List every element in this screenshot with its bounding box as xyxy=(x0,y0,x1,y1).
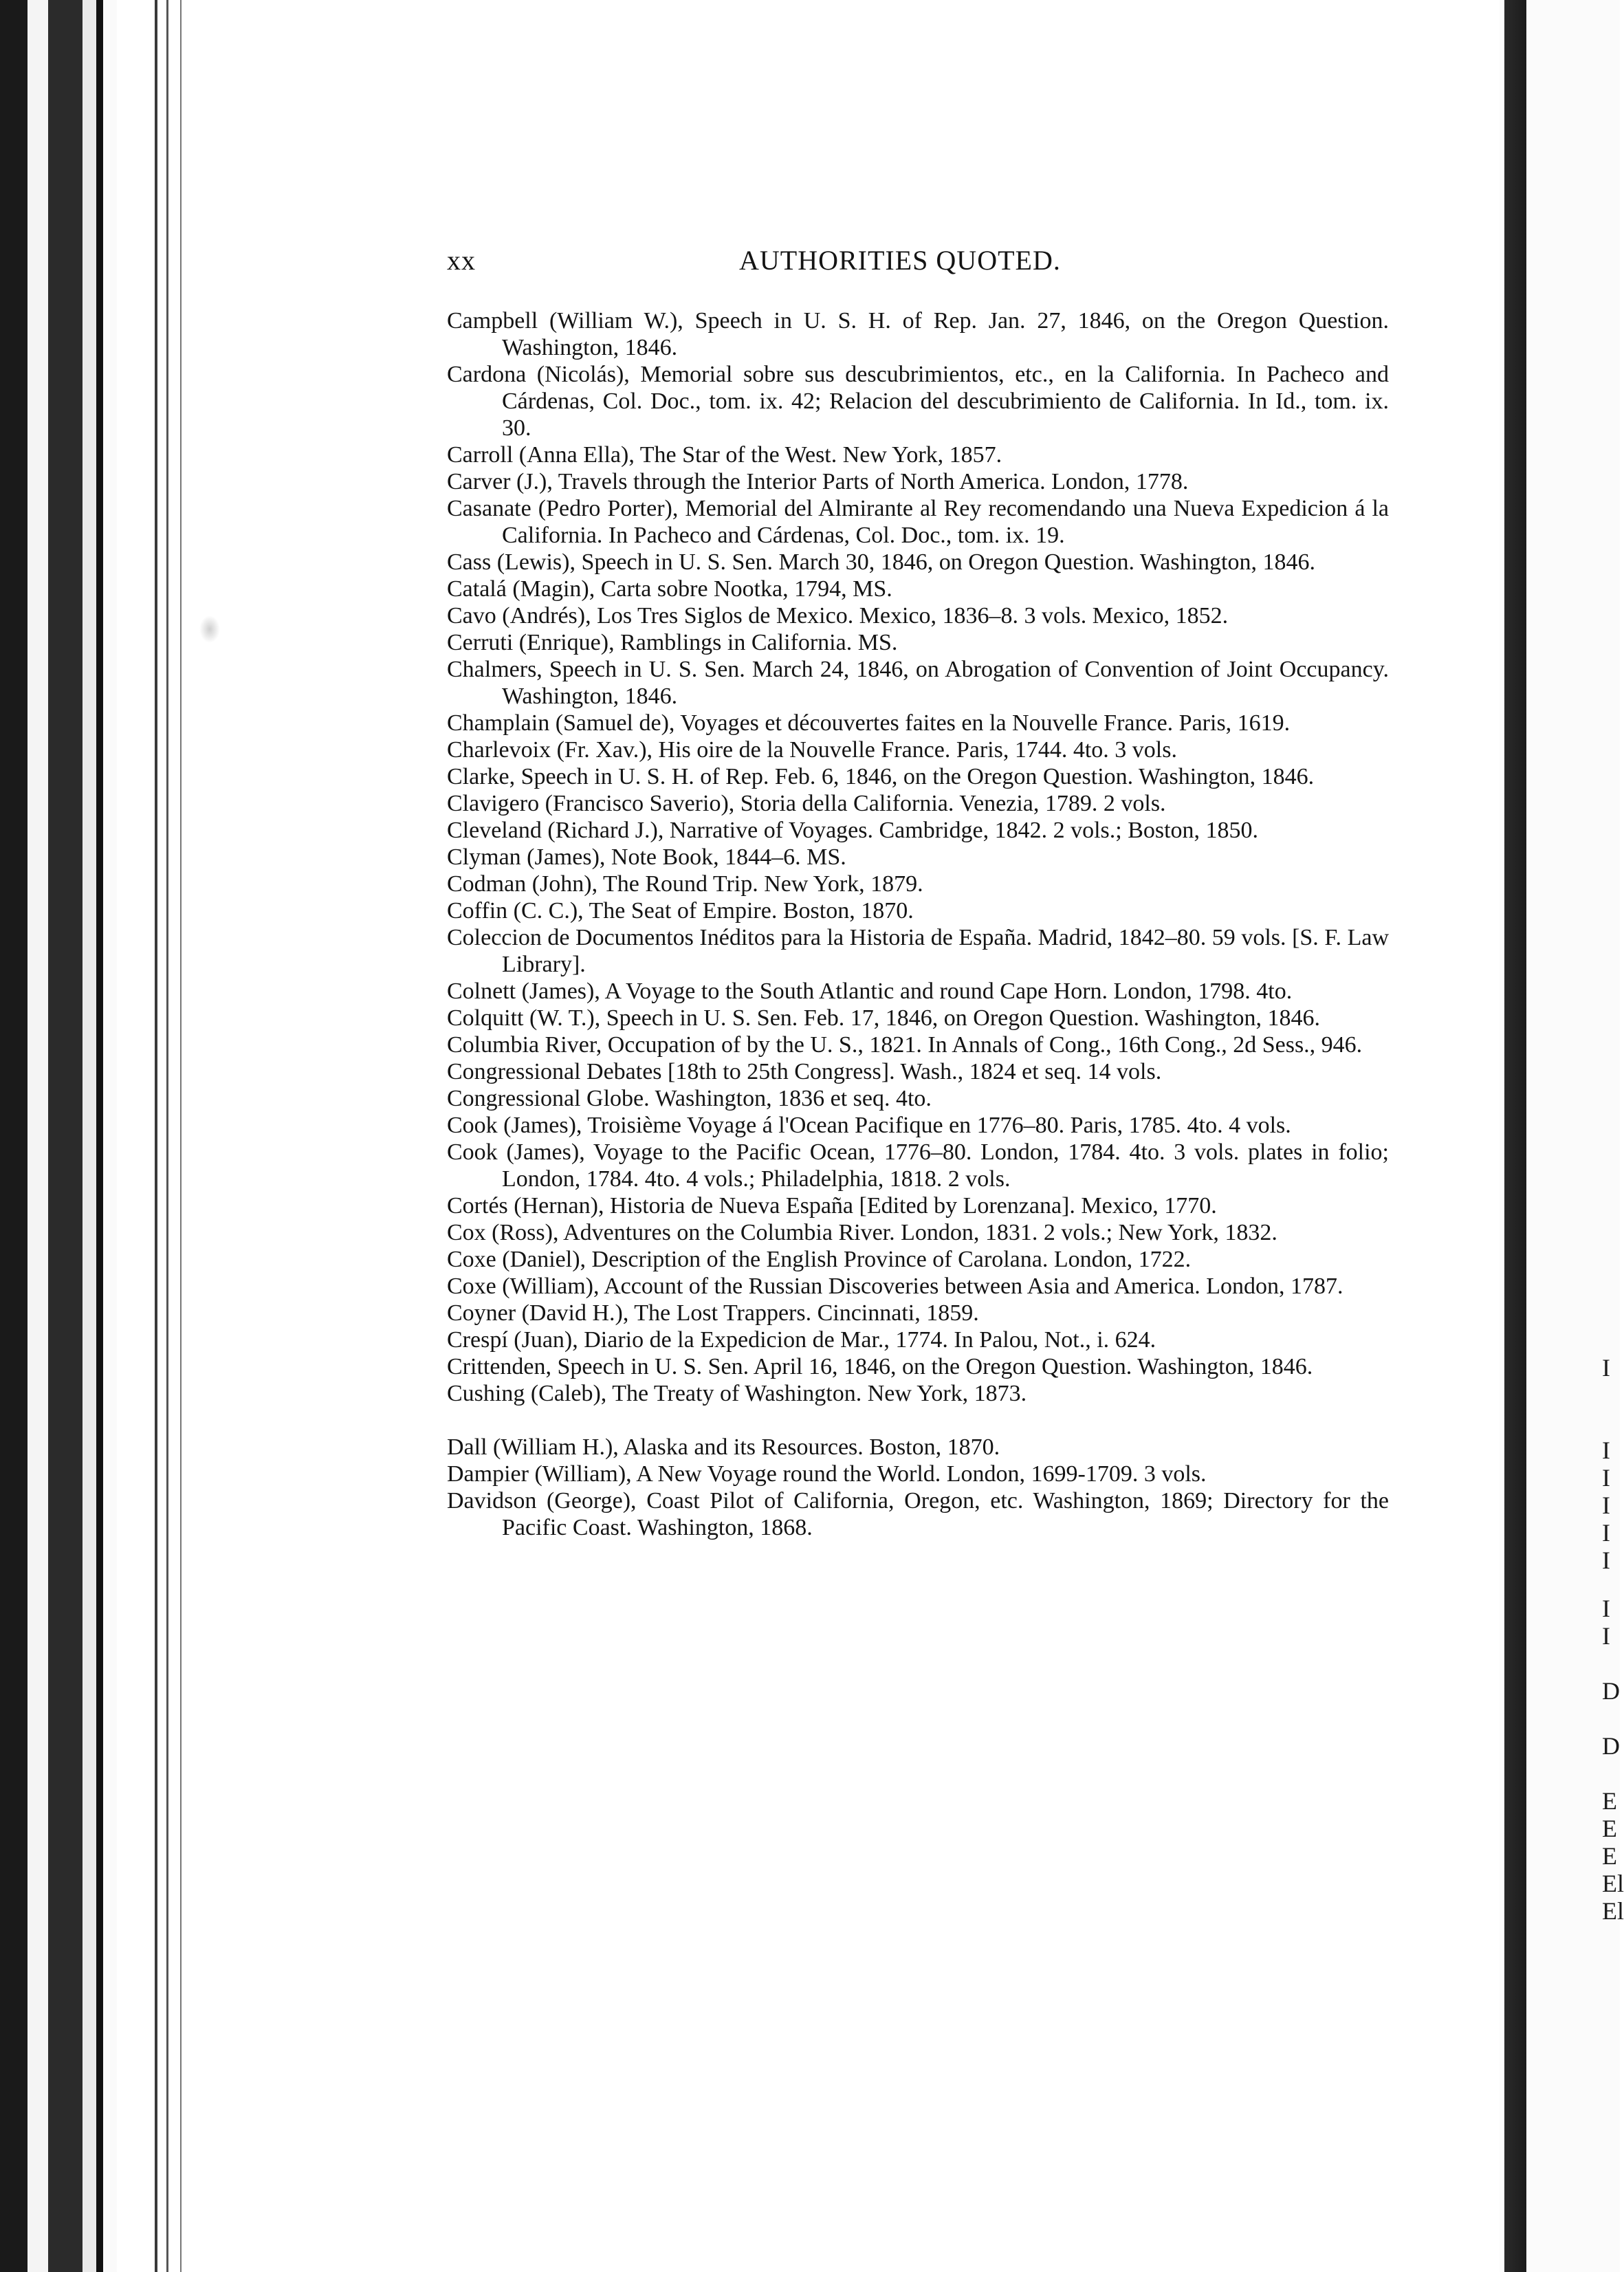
facing-page-fragment: E xyxy=(1602,1842,1617,1870)
bibliography-entry: Cardona (Nicolás), Memorial sobre sus descubrimientos, etc., en la California. In Pacheco and Cárdenas, Col. Doc., tom. ix. 42; Relacion del descubrimiento de California. In Id., tom. ix. 30. xyxy=(447,362,1389,441)
page-header xyxy=(447,244,1389,285)
bibliography-entry: Casanate (Pedro Porter), Memorial del Almirante al Rey recomendando una Nueva Expedicion á la California. In Pacheco and Cárdenas, Col. Doc., tom. ix. 19. xyxy=(447,496,1389,548)
bibliography-entry: Champlain (Samuel de), Voyages et découvertes faites en la Nouvelle France. Paris, 1619. xyxy=(447,710,1291,736)
bibliography-list xyxy=(447,307,1389,1541)
bibliography-entry: Cerruti (Enrique), Ramblings in California. MS. xyxy=(447,630,898,655)
facing-page-gutter xyxy=(1499,0,1620,2272)
page-number: xx xyxy=(447,245,476,276)
facing-page-fragment: I xyxy=(1602,1547,1610,1574)
facing-page-fragment: E xyxy=(1602,1815,1617,1842)
bibliography-entry: Codman (John), The Round Trip. New York, 1879. xyxy=(447,871,923,897)
bibliography-entry: Charlevoix (Fr. Xav.), His oire de la Nouvelle France. Paris, 1744. 4to. 3 vols. xyxy=(447,737,1177,763)
bibliography-entry: Crespí (Juan), Diario de la Expedicion de Mar., 1774. In Palou, Not., i. 624. xyxy=(447,1327,1156,1353)
bibliography-entry: Cass (Lewis), Speech in U. S. Sen. March 30, 1846, on Oregon Question. Washington, 1846. xyxy=(447,549,1315,575)
binding-line xyxy=(180,0,182,2272)
bibliography-entry: Cortés (Hernan), Historia de Nueva España [Edited by Lorenzana]. Mexico, 1770. xyxy=(447,1193,1217,1219)
bibliography-entry: Congressional Globe. Washington, 1836 et seq. 4to. xyxy=(447,1086,932,1111)
bibliography-entry: Cleveland (Richard J.), Narrative of Voyages. Cambridge, 1842. 2 vols.; Boston, 1850. xyxy=(447,818,1259,843)
facing-page-fragment: I xyxy=(1602,1354,1610,1381)
page-binding xyxy=(0,0,117,2272)
facing-page-fragment: D xyxy=(1602,1732,1620,1760)
bibliography-entry: Crittenden, Speech in U. S. Sen. April 16, 1846, on the Oregon Question. Washington, 1846. xyxy=(447,1354,1313,1379)
bibliography-entry: Dampier (William), A New Voyage round the World. London, 1699-1709. 3 vols. xyxy=(447,1461,1207,1487)
binding-line xyxy=(155,0,157,2272)
bibliography-entry: Campbell (William W.), Speech in U. S. H. of Rep. Jan. 27, 1846, on the Oregon Question. Washington, 1846. xyxy=(447,308,1389,360)
book-page xyxy=(447,244,1389,1540)
bibliography-entry: Clarke, Speech in U. S. H. of Rep. Feb. 6, 1846, on the Oregon Question. Washington, 1846. xyxy=(447,764,1315,789)
facing-page-fragment: I xyxy=(1602,1464,1610,1492)
letter-section-gap xyxy=(447,1407,1389,1434)
bibliography-entry: Coleccion de Documentos Inéditos para la Historia de España. Madrid, 1842–80. 59 vols. [S. F. Law Library]. xyxy=(447,925,1389,977)
facing-page-fragment: E xyxy=(1602,1787,1617,1815)
bibliography-entry: Cavo (Andrés), Los Tres Siglos de Mexico. Mexico, 1836–8. 3 vols. Mexico, 1852. xyxy=(447,603,1229,629)
facing-page-fragment: D xyxy=(1602,1677,1620,1705)
running-title: AUTHORITIES QUOTED. xyxy=(739,245,1061,276)
bibliography-entry: Coxe (Daniel), Description of the English Province of Carolana. London, 1722. xyxy=(447,1247,1192,1272)
bibliography-entry: Cook (James), Voyage to the Pacific Ocean, 1776–80. London, 1784. 4to. 3 vols. plates in folio; London, 1784. 4to. 4 vols.; Philadelphia, 1818. 2 vols. xyxy=(447,1139,1389,1192)
facing-page-fragment: I xyxy=(1602,1622,1610,1650)
bibliography-entry: Coxe (William), Account of the Russian Discoveries between Asia and America. London, 1787. xyxy=(447,1274,1343,1299)
facing-page-fragment: I xyxy=(1602,1492,1610,1519)
bibliography-entry: Carver (J.), Travels through the Interior Parts of North America. London, 1778. xyxy=(447,469,1189,494)
bibliography-entry: Columbia River, Occupation of by the U. S., 1821. In Annals of Cong., 16th Cong., 2d Sess., 946. xyxy=(447,1032,1363,1058)
bibliography-entry: Clyman (James), Note Book, 1844–6. MS. xyxy=(447,844,846,870)
bibliography-entry: Cook (James), Troisième Voyage á l'Ocean Pacifique en 1776–80. Paris, 1785. 4to. 4 vols. xyxy=(447,1113,1291,1138)
bibliography-entry: Carroll (Anna Ella), The Star of the West. New York, 1857. xyxy=(447,442,1002,468)
facing-page-fragment: I xyxy=(1602,1519,1610,1547)
bibliography-entry: Cushing (Caleb), The Treaty of Washington. New York, 1873. xyxy=(447,1381,1027,1406)
bibliography-entry: Chalmers, Speech in U. S. Sen. March 24, 1846, on Abrogation of Convention of Joint Occupancy. Washington, 1846. xyxy=(447,657,1389,709)
bibliography-entry: Catalá (Magin), Carta sobre Nootka, 1794, MS. xyxy=(447,576,892,602)
bibliography-entry: Coffin (C. C.), The Seat of Empire. Boston, 1870. xyxy=(447,898,914,924)
paper-smudge xyxy=(199,615,220,643)
bibliography-entry: Coyner (David H.), The Lost Trappers. Cincinnati, 1859. xyxy=(447,1300,979,1326)
facing-page-fragment: I xyxy=(1602,1595,1610,1622)
bibliography-entry: Clavigero (Francisco Saverio), Storia della California. Venezia, 1789. 2 vols. xyxy=(447,791,1166,816)
bibliography-entry: Congressional Debates [18th to 25th Congress]. Wash., 1824 et seq. 14 vols. xyxy=(447,1059,1162,1084)
bibliography-entry: Davidson (George), Coast Pilot of California, Oregon, etc. Washington, 1869; Directory for the Pacific Coast. Washington, 1868. xyxy=(447,1488,1389,1540)
bibliography-entry: Cox (Ross), Adventures on the Columbia River. London, 1831. 2 vols.; New York, 1832. xyxy=(447,1220,1277,1245)
bibliography-entry: Dall (William H.), Alaska and its Resources. Boston, 1870. xyxy=(447,1434,1000,1460)
facing-page-fragment: I xyxy=(1602,1437,1610,1464)
binding-line xyxy=(166,0,168,2272)
facing-page-fragment: El xyxy=(1602,1897,1624,1925)
facing-page-fragment: El xyxy=(1602,1870,1624,1897)
bibliography-entry: Colquitt (W. T.), Speech in U. S. Sen. Feb. 17, 1846, on Oregon Question. Washington, 1846. xyxy=(447,1005,1321,1031)
bibliography-entry: Colnett (James), A Voyage to the South Atlantic and round Cape Horn. London, 1798. 4to. xyxy=(447,979,1293,1004)
